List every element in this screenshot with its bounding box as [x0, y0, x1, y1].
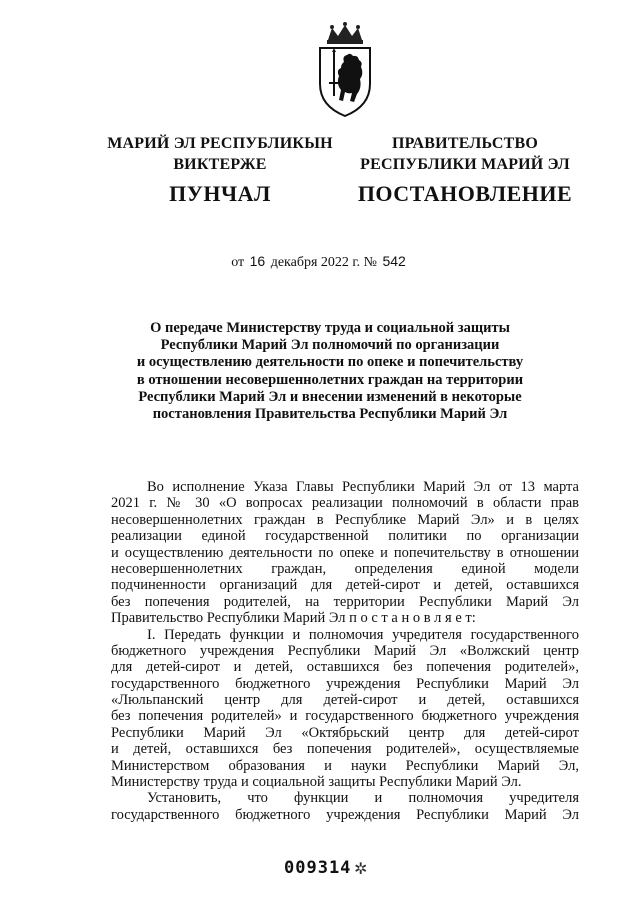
header-right-line1: ПРАВИТЕЛЬСТВО	[391, 135, 539, 152]
body-text-line: Установить, что функции и полномочия учредителя	[147, 790, 579, 807]
body-text-line: без попечения родителей» и государственного бюджетного учреждения	[111, 708, 579, 725]
body-text-line: государственного бюджетного учреждения Республики Марий Эл	[111, 806, 579, 823]
body-text-line: государственного бюджетного учреждения Республики Марий Эл	[111, 675, 579, 692]
body-text-line: для детей-сирот и детей, оставшихся без попечения родителей»,	[111, 659, 579, 676]
document-date-line	[0, 253, 639, 271]
body-text-line: Правительство Республики Марий Эл п о с т а н о в л я е т:	[111, 610, 476, 627]
body-text-line: бюджетного учреждения Республики Марий Эл «Волжский центр	[111, 642, 579, 659]
title-line: в отношении несовершеннолетних граждан на территории	[136, 371, 524, 388]
header-right-block	[356, 133, 574, 207]
header-right-title: ПОСТАНОВЛЕНИЕ	[357, 181, 573, 206]
body-text-line: без попечения родителей, на территории Республики Марий Эл	[111, 593, 579, 610]
date-day: 16	[249, 253, 266, 269]
document-number: 542	[382, 253, 406, 269]
body-text-line: «Люльпанский центр для детей-сирот и детей, оставшихся	[111, 692, 579, 709]
header-left-line2: ВИКТЕРЖЕ	[173, 156, 267, 173]
header-left-block	[100, 133, 340, 207]
date-prefix: от	[231, 255, 245, 270]
body-text-line: I. Передать функции и полномочия учредителя государственного	[147, 626, 579, 643]
title-line: Республики Марий Эл полномочий по организации	[160, 337, 500, 354]
header-left-title: ПУНЧАЛ	[169, 181, 271, 206]
body-text-line: несовершеннолетних граждан, определения единой модели	[111, 560, 579, 577]
body-text-line: несовершеннолетних граждан в Республике Марий Эл» и в целях	[111, 511, 579, 528]
body-text-line: Республики Марий Эл «Октябрьский центр для детей-сирот	[111, 724, 579, 741]
coat-of-arms-emblem	[314, 22, 376, 118]
title-line: Республики Марий Эл и внесении изменений в некоторые	[138, 388, 522, 405]
header-right-line2: РЕСПУБЛИКИ МАРИЙ ЭЛ	[360, 156, 570, 173]
document-body	[111, 479, 579, 823]
stamp-mark-icon: ✲	[354, 861, 368, 878]
body-text-line: Во исполнение Указа Главы Республики Марий Эл от 13 марта	[147, 479, 579, 495]
date-month-year: декабря 2022 г. №	[270, 255, 377, 270]
body-text-line: Министерством образования и науки Республики Марий Эл,	[111, 757, 579, 774]
title-line: постановления Правительства Республики Марий Эл	[152, 406, 508, 423]
body-text-line: подчиненности организаций для детей-сирот и детей, оставшихся	[111, 577, 579, 594]
body-text-line: и детей, оставшихся без попечения родителей», осуществляемые	[111, 741, 579, 758]
header-left-line1: МАРИЙ ЭЛ РЕСПУБЛИКЫН	[107, 135, 333, 152]
title-line: и осуществлению деятельности по опеке и попечительству	[136, 354, 524, 371]
serial-stamp-number: 009314	[284, 858, 352, 878]
body-text-line: и осуществлению деятельности по опеке и попечительству в отношении	[111, 544, 579, 561]
title-line: О передаче Министерству труда и социальной защиты	[150, 320, 510, 336]
body-text-line: реализации единой государственной политики по организации	[111, 528, 579, 545]
body-text-line: Министерству труда и социальной защиты Республики Марий Эл.	[111, 774, 522, 791]
body-text-line: 2021 г. № 30 «О вопросах реализации полномочий в области прав	[111, 495, 579, 512]
document-title	[110, 320, 550, 423]
